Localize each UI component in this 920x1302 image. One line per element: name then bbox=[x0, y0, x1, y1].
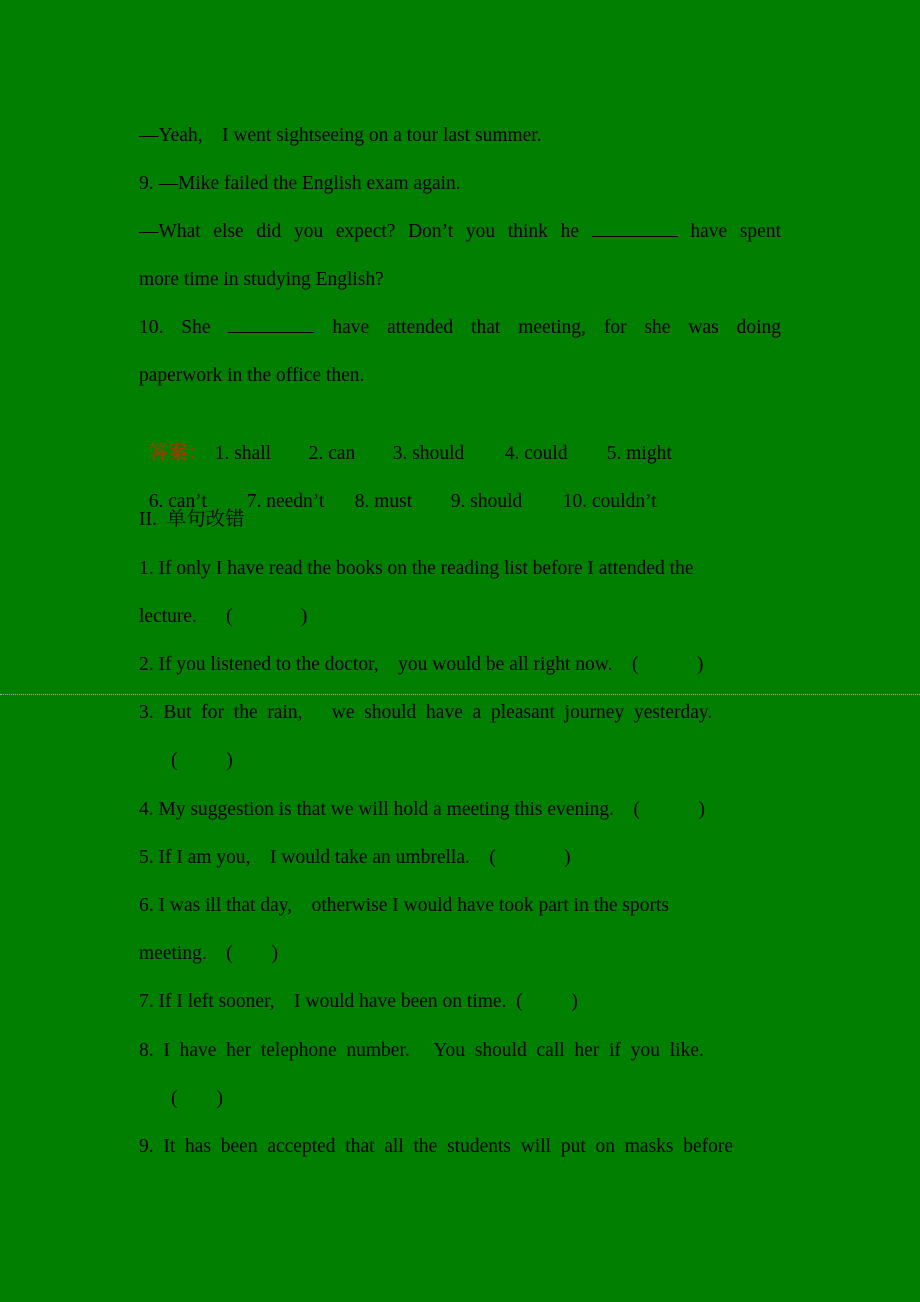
answer-item: 1. shall bbox=[214, 443, 272, 464]
answer-item: 7. needn’t bbox=[246, 491, 325, 512]
correction-question-3-bracket: ( ) bbox=[171, 750, 233, 771]
correction-question-9: 9. It has been accepted that all the students will put on masks before bbox=[139, 1136, 734, 1157]
question-9-text-end: have spent bbox=[690, 221, 781, 242]
answer-row-2 bbox=[139, 457, 781, 512]
question-10-prompt bbox=[139, 313, 781, 343]
answer-label: 答案： bbox=[148, 443, 208, 464]
question-9-prompt bbox=[139, 217, 781, 247]
page-break-divider bbox=[0, 694, 920, 695]
answer-item: 9. should bbox=[450, 491, 523, 512]
question-10-text: 10. She bbox=[139, 317, 211, 338]
section-heading: II. 单句改错 bbox=[139, 509, 245, 530]
answer-item: 2. can bbox=[308, 443, 356, 464]
dialogue-line: —Yeah, I went sightseeing on a tour last summer. bbox=[139, 125, 542, 146]
question-9-continuation: more time in studying English? bbox=[139, 269, 384, 290]
answer-item: 6. can’t bbox=[148, 491, 207, 512]
answer-item: 8. must bbox=[354, 491, 413, 512]
answer-item: 4. could bbox=[504, 443, 568, 464]
question-9-text: —What else did you expect? Don’t you think he bbox=[139, 221, 579, 242]
answer-item: 10. couldn’t bbox=[562, 491, 657, 512]
question-10-continuation: paperwork in the office then. bbox=[139, 365, 365, 386]
answer-item: 3. should bbox=[392, 443, 465, 464]
question-8-9-line: 9. —Mike failed the English exam again. bbox=[139, 173, 461, 194]
correction-question-7: 7. If I left sooner, I would have been on time. ( ) bbox=[139, 991, 578, 1012]
correction-question-4: 4. My suggestion is that we will hold a meeting this evening. ( ) bbox=[139, 799, 705, 820]
correction-question-5: 5. If I am you, I would take an umbrella. ( ) bbox=[139, 847, 571, 868]
correction-question-6-continuation: meeting. ( ) bbox=[139, 943, 279, 964]
question-10-text-end: have attended that meeting, for she was doing bbox=[332, 317, 782, 338]
correction-question-6: 6. I was ill that day, otherwise I would have took part in the sports bbox=[139, 895, 670, 916]
answer-blank bbox=[228, 314, 314, 333]
correction-question-3: 3. But for the rain, we should have a pleasant journey yesterday. bbox=[139, 702, 713, 723]
answer-item: 5. might bbox=[606, 443, 672, 464]
correction-question-1: 1. If only I have read the books on the reading list before I attended the bbox=[139, 558, 694, 579]
correction-question-2: 2. If you listened to the doctor, you would be all right now. ( ) bbox=[139, 654, 704, 675]
correction-question-8-bracket: ( ) bbox=[171, 1088, 223, 1109]
correction-question-1-continuation: lecture. ( ) bbox=[139, 606, 308, 627]
answer-row-1 bbox=[139, 409, 781, 464]
correction-question-8: 8. I have her telephone number. You should call her if you like. bbox=[139, 1040, 704, 1061]
answer-blank bbox=[592, 218, 678, 237]
